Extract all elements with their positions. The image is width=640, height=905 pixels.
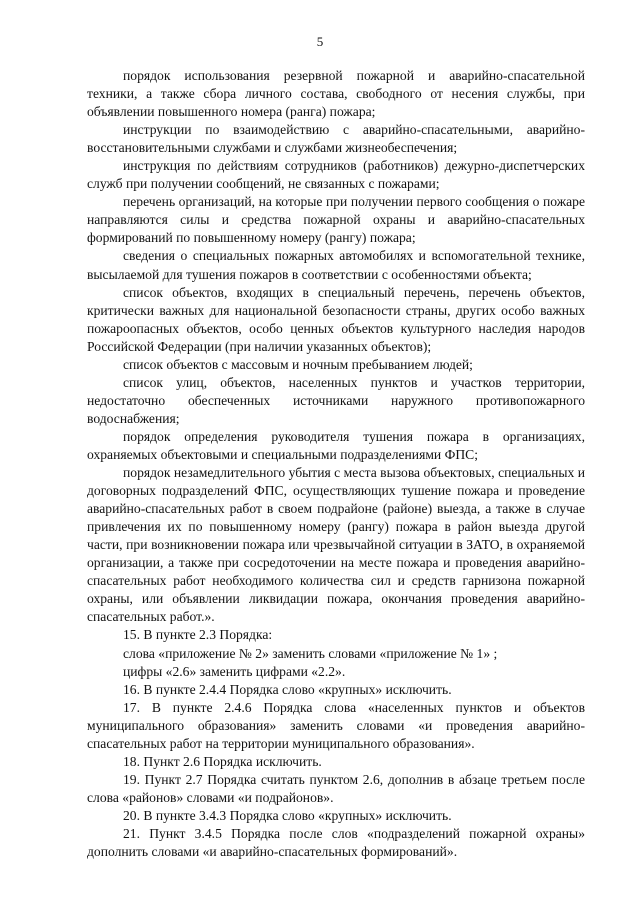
- paragraph-fire-chief-determination: порядок определения руководителя тушения пожара в организациях, охраняемых объектовыми и специальными подразделениями ФПС;: [87, 428, 585, 462]
- paragraph-organizations-list: перечень организаций, на которые при получении первого сообщения о пожаре направляются силы и средства пожарной охраны и аварийно-спасательных формирований по повышенному номеру (рангу) пожара;: [87, 194, 585, 246]
- paragraph-mass-stay-objects: список объектов с массовым и ночным пребыванием людей;: [123, 356, 473, 372]
- page-number: 5: [316, 34, 324, 49]
- amendment-item-15: 15. В пункте 2.3 Порядка:: [123, 627, 273, 643]
- paragraph-reserve-equipment: порядок использования резервной пожарной и аварийно-спасательной техники, а также сбора личного состава, свободного от несения службы, при объявлении повышенного номера (ранга) пожара;: [87, 68, 585, 120]
- paragraph-departure-procedure: порядок незамедлительного убытия с места вызова объектовых, специальных и договорных подразделений ФПС, осуществляющих тушение пожара и проведение аварийно-спасательных работ в своем подрайоне (районе) выезда, а также в случае привлечения их по повышенному номеру (рангу) пожара в район выезда другой части, при возникновении пожара или чрезвычайной ситуации в ЗАТО, в охраняемой организации, а также при сосредоточении на месте пожара и проведения аварийно-спасательных работ необходимого количества сил и средств гарнизона пожарной охраны, или объявлении ликвидации пожара, окончания проведения аварийно-спасательных работ.».: [87, 465, 585, 625]
- amendment-item-18: 18. Пункт 2.6 Порядка исключить.: [123, 753, 322, 769]
- amendment-item-15-digits: цифры «2.6» заменить цифрами «2.2».: [123, 663, 346, 679]
- paragraph-special-objects-list: список объектов, входящих в специальный перечень, перечень объектов, критически важных для национальной безопасности страны, других особо важных пожароопасных объектов, особо ценных объектов культурного наследия народов Российской Федерации (при наличии указанных объектов);: [87, 284, 585, 354]
- amendment-item-21: 21. Пункт 3.4.5 Порядка после слов «подразделений пожарной охраны» дополнить словами «и аварийно-спасательных формирований».: [87, 825, 585, 860]
- amendment-item-15-words: слова «приложение № 2» заменить словами «приложение № 1» ;: [123, 645, 498, 661]
- paragraph-water-supply-list: список улиц, объектов, населенных пунктов и участков территории, недостаточно обеспеченных источниками наружного противопожарного водоснабжения;: [87, 374, 585, 426]
- document-body: [87, 67, 585, 861]
- amendment-item-16: 16. В пункте 2.4.4 Порядка слово «крупных» исключить.: [123, 681, 452, 697]
- amendment-item-20: 20. В пункте 3.4.3 Порядка слово «крупных» исключить.: [123, 807, 452, 823]
- paragraph-dispatch-instructions: инструкция по действиям сотрудников (работников) дежурно-диспетчерских служб при получении сообщений, не связанных с пожарами;: [87, 158, 585, 192]
- amendment-item-17: 17. В пункте 2.4.6 Порядка слова «населенных пунктов и объектов муниципального образования» заменить словами «и проведения аварийно-спасательных работ на территории муниципального образования».: [87, 699, 585, 751]
- paragraph-interaction-instructions: инструкции по взаимодействию с аварийно-спасательными, аварийно-восстановительными службами и службами жизнеобеспечения;: [87, 122, 585, 156]
- amendment-item-19: 19. Пункт 2.7 Порядка считать пунктом 2.6, дополнив в абзаце третьем после слова «районов» словами «и подрайонов».: [87, 771, 585, 805]
- paragraph-special-vehicles: сведения о специальных пожарных автомобилях и вспомогательной технике, высылаемой для тушения пожаров в соответствии с особенностями объекта;: [87, 248, 585, 282]
